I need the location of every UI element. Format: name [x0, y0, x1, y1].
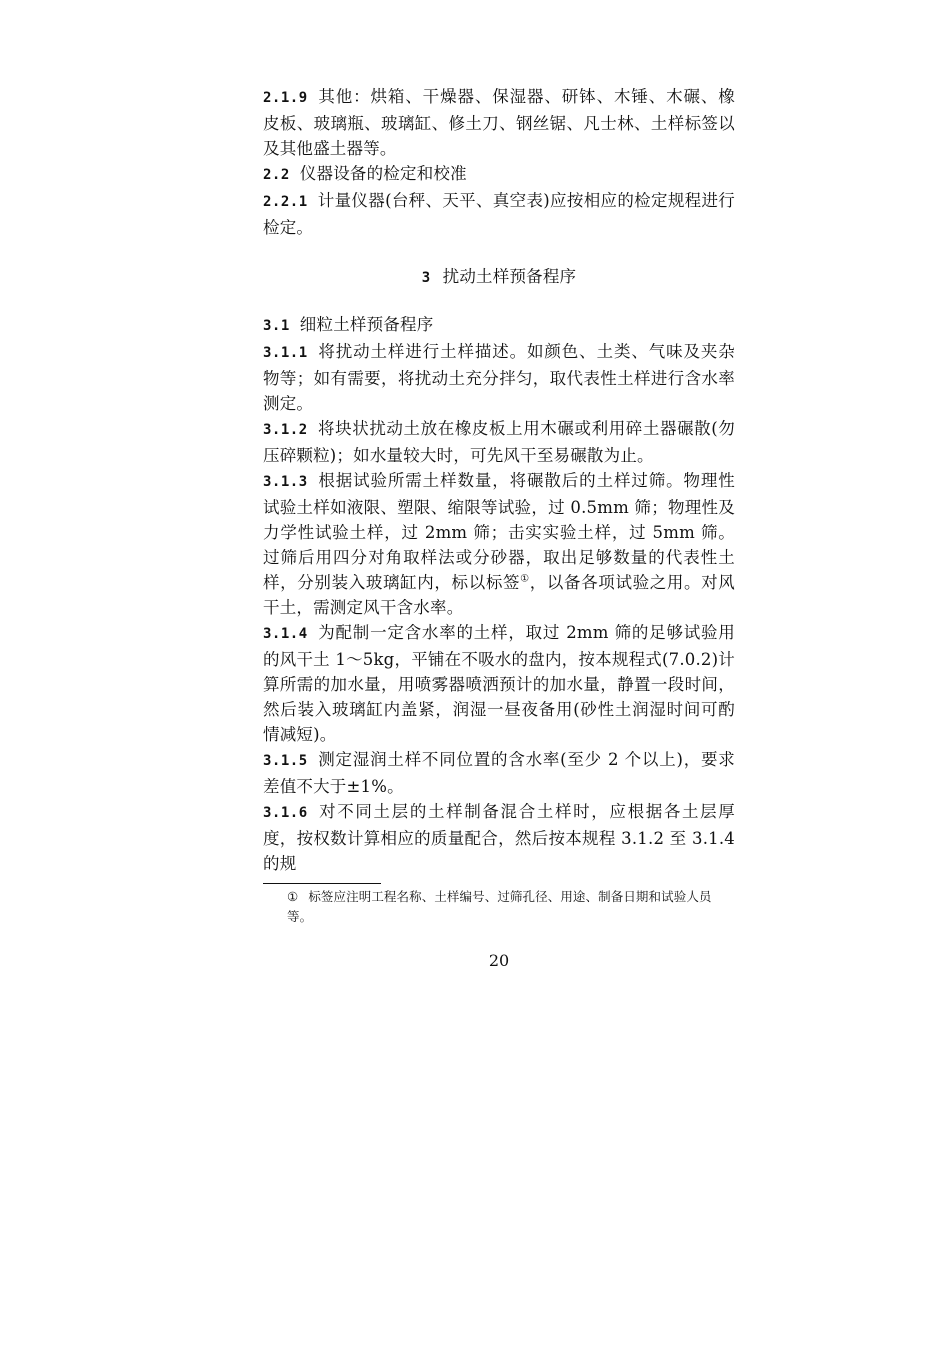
heading-text: 细粒土样预备程序	[299, 315, 434, 334]
document-page	[263, 84, 735, 971]
clause-text: 根据试验所需土样数量，将碾散后的土样过筛。物理性试验土样如液限、塑限、缩限等试验，过 0.5mm 筛；物理性及力学性试验土样，过 2mm 筛；击实实验土样，过 5mm 筛。过筛后用四分对角取样法或分砂器，取出足够数量的代表性土样，分别装入玻璃缸内，标以标签	[263, 471, 735, 592]
clause-text: 对不同土层的土样制备混合土样时，应根据各土层厚度，按权数计算相应的质量配合，然后按本规程 3.1.2 至 3.1.4 的规	[263, 802, 735, 873]
footnote	[263, 887, 735, 927]
footnote-text: 标签应注明工程名称、土样编号、过筛孔径、用途、制备日期和试验人员等。	[287, 889, 712, 924]
footnote-divider	[263, 883, 381, 884]
paragraph-3-1-2	[263, 416, 735, 468]
clause-number: 2.2	[263, 167, 290, 183]
clause-number: 3.1.6	[263, 805, 308, 821]
clause-text-continued: ，以备各项试验之用。对风干土，需测定风干含水率。	[263, 573, 735, 617]
clause-number: 2.1.9	[263, 90, 308, 106]
clause-number: 3.1	[263, 318, 290, 334]
clause-text: 其他：烘箱、干燥器、保湿器、研钵、木锤、木碾、橡皮板、玻璃瓶、玻璃缸、修土刀、钢丝锯、凡士林、土样标签以及其他盛土器等。	[263, 87, 735, 158]
heading-3-1	[263, 312, 735, 339]
section-heading-3	[263, 240, 735, 312]
paragraph-2-2-1	[263, 188, 735, 240]
paragraph-3-1-4	[263, 620, 735, 747]
clause-number: 3.1.1	[263, 345, 308, 361]
paragraph-2-1-9	[263, 84, 735, 161]
clause-number: 3.1.3	[263, 474, 308, 490]
clause-number: 2.2.1	[263, 194, 308, 210]
paragraph-3-1-1	[263, 339, 735, 416]
footnote-mark: ①	[287, 889, 299, 904]
clause-text: 计量仪器(台秤、天平、真空表)应按相应的检定规程进行检定。	[263, 191, 735, 237]
page-number: 20	[488, 951, 510, 970]
clause-text: 测定湿润土样不同位置的含水率(至少 2 个以上)，要求差值不大于±1%。	[263, 750, 735, 796]
section-number: 3	[421, 270, 431, 286]
clause-number: 3.1.5	[263, 753, 308, 769]
clause-number: 3.1.4	[263, 626, 308, 642]
section-title: 扰动土样预备程序	[442, 267, 577, 286]
heading-2-2	[263, 161, 735, 188]
paragraph-3-1-6	[263, 799, 735, 876]
footnote-reference[interactable]: ①	[520, 573, 530, 585]
paragraph-3-1-3	[263, 468, 735, 620]
heading-text: 仪器设备的检定和校准	[299, 164, 467, 183]
clause-text: 为配制一定含水率的土样，取过 2mm 筛的足够试验用的风干土 1～5kg，平铺在不吸水的盘内，按本规程式(7.0.2)计算所需的加水量，用喷雾器喷洒预计的加水量，静置一段时间，然后装入玻璃缸内盖紧，润湿一昼夜备用(砂性土润湿时间可酌情减短)。	[263, 623, 735, 744]
clause-text: 将扰动土样进行土样描述。如颜色、土类、气味及夹杂物等；如有需要，将扰动土充分拌匀，取代表性土样进行含水率测定。	[263, 342, 735, 413]
clause-number: 3.1.2	[263, 422, 308, 438]
clause-text: 将块状扰动土放在橡皮板上用木碾或利用碎土器碾散(勿压碎颗粒)；如水量较大时，可先风干至易碾散为止。	[263, 419, 735, 465]
paragraph-3-1-5	[263, 747, 735, 799]
